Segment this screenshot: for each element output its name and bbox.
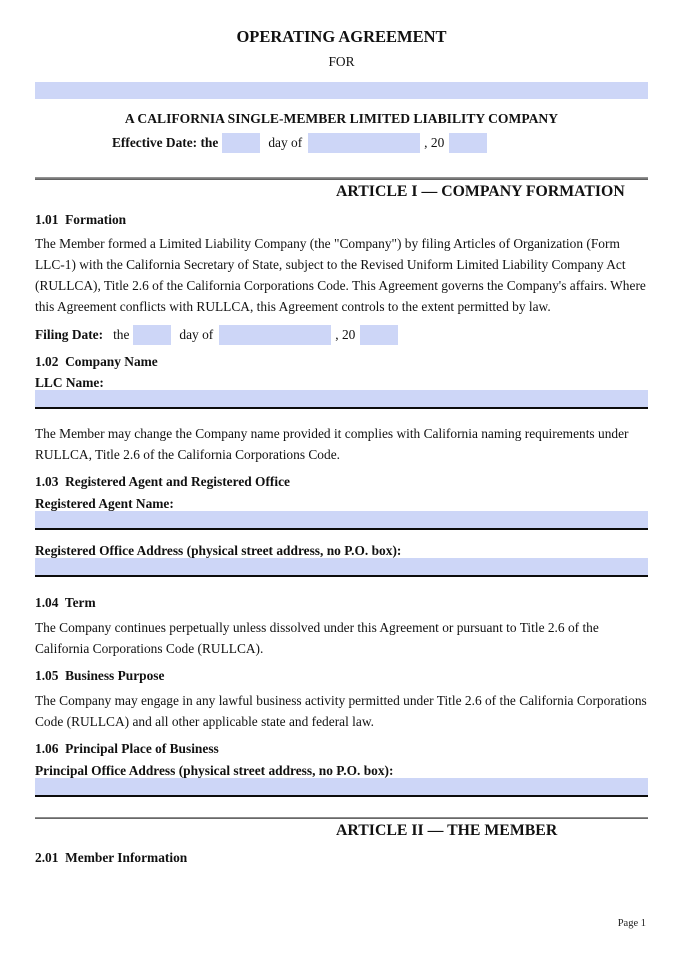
effective-date-dayof-label: day of: [268, 135, 303, 150]
effective-day-field[interactable]: [222, 133, 260, 153]
section-divider: [35, 817, 648, 820]
llc-name-label: LLC Name:: [35, 374, 104, 390]
filing-year-field[interactable]: [360, 325, 398, 345]
section-1-01-title: 1.01 Formation: [35, 211, 127, 227]
filing-date-the-label: the: [113, 326, 130, 342]
section-1-04-title: 1.04 Term: [35, 594, 96, 610]
section-1-06-title: 1.06 Principal Place of Business: [35, 740, 219, 756]
filing-date-dayof-label: day of: [179, 326, 214, 342]
section-1-01-body: The Member formed a Limited Liability Company (the "Company") by filing Articles of Organization (Form LLC-1) with the California Secretary of State, subject to the Revised Uniform Limited Liability Company Act (RULLCA), Title 2.6 of the California Corporations Code. This Agreement governs the Company's affairs. Where this Agreement conflicts with RULLCA, this Agreement controls to the extent permitted by law.: [35, 235, 646, 314]
effective-date-label: Effective Date: the: [112, 135, 219, 150]
registered-agent-name-label: Registered Agent Name:: [35, 495, 174, 511]
document-title: OPERATING AGREEMENT: [236, 27, 447, 46]
filing-day-field[interactable]: [133, 325, 171, 345]
company-name-field[interactable]: [35, 82, 648, 99]
section-1-02-body: The Member may change the Company name provided it complies with California naming requirements under RULLCA, Title 2.6 of the California Corporations Code.: [35, 425, 629, 462]
article-2-heading: ARTICLE II — THE MEMBER: [336, 822, 558, 839]
principal-office-address-label: Principal Office Address (physical street address, no P.O. box):: [35, 762, 394, 778]
filing-date-line: [35, 325, 648, 345]
article-1-heading: ARTICLE I — COMPANY FORMATION: [336, 182, 625, 200]
filing-date-label: Filing Date:: [35, 326, 104, 342]
filing-month-field[interactable]: [219, 325, 331, 345]
llc-name-field[interactable]: [35, 390, 648, 409]
effective-date-year-prefix: , 20: [424, 135, 445, 150]
registered-agent-name-field[interactable]: [35, 511, 648, 530]
filing-date-year-prefix: , 20: [335, 326, 356, 342]
page-number: Page 1: [617, 918, 646, 929]
section-1-05-body: The Company may engage in any lawful business activity permitted under Title 2.6 of the California Corporations Code (RULLCA) and all other applicable state and federal law.: [35, 692, 647, 729]
effective-month-field[interactable]: [308, 133, 420, 153]
section-divider: [35, 177, 648, 180]
company-type-heading: A CALIFORNIA SINGLE-MEMBER LIMITED LIABILITY COMPANY: [124, 111, 559, 126]
principal-office-address-field[interactable]: [35, 778, 648, 797]
document-for-label: FOR: [328, 54, 355, 69]
effective-date-line: [35, 133, 648, 153]
registered-office-address-label: Registered Office Address (physical street address, no P.O. box):: [35, 542, 402, 558]
section-1-05-title: 1.05 Business Purpose: [35, 667, 165, 683]
section-1-04-body: The Company continues perpetually unless dissolved under this Agreement or pursuant to Title 2.6 of the California Corporations Code (RULLCA).: [35, 619, 599, 656]
effective-year-field[interactable]: [449, 133, 487, 153]
registered-office-address-field[interactable]: [35, 558, 648, 577]
section-1-02-title: 1.02 Company Name: [35, 353, 158, 369]
section-1-03-title: 1.03 Registered Agent and Registered Office: [35, 473, 290, 489]
section-2-01-title: 2.01 Member Information: [35, 850, 188, 865]
